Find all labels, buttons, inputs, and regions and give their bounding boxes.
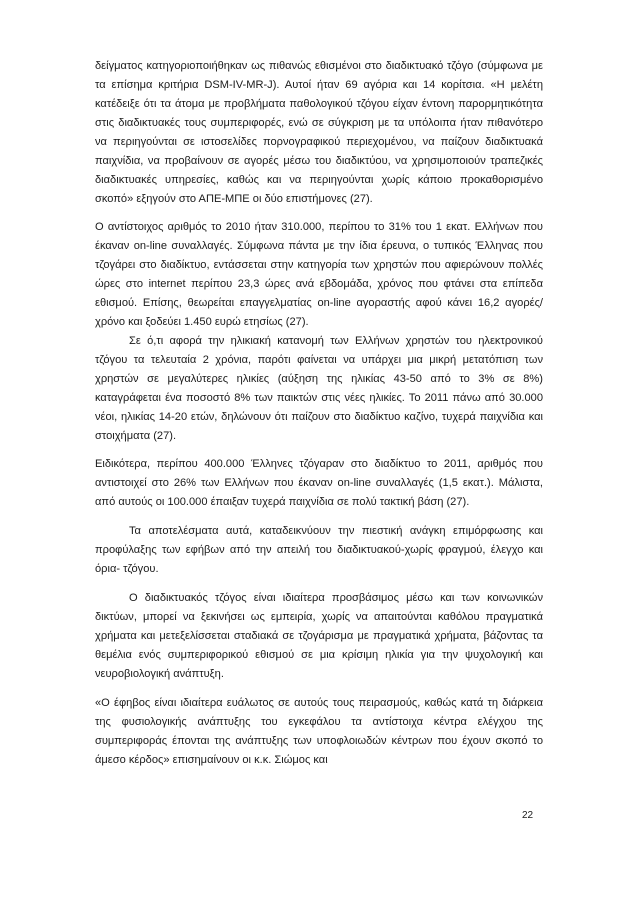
paragraph-4: Ειδικότερα, περίπου 400.000 Έλληνες τζόγαραν στο διαδίκτυο το 2011, αριθμός που αντιστοιχεί στο 26% των Ελλήνων που έκαναν on-line συναλλαγές (1,5 εκατ.). Μάλιστα, από αυτούς οι 100.000 έπαιξαν τυχερά παιχνίδια σε πολύ τακτική βάση (27). [95, 458, 543, 508]
paragraph-2: Ο αντίστοιχος αριθμός το 2010 ήταν 310.000, περίπου το 31% του 1 εκατ. Ελλήνων που έκαναν on-line συναλλαγές. Σύμφωνα πάντα με την ίδια έρευνα, ο τυπικός Έλληνας που τζογάρει στο διαδίκτυο, εντάσσεται στην κατηγορία των χρηστών που αφιερώνουν πολλές ώρες στο internet περίπου 23,3 ώρες ανά εβδομάδα, χρόνος που φτάνει στα επίπεδα εθισμού. Επίσης, θεωρείται επαγγελματίας on-line αγοραστής αφού κάνει 16,2 αγορές/χρόνο και ξοδεύει 1.450 ευρώ ετησίως (27). [95, 221, 543, 328]
paragraph-3: Σε ό,τι αφορά την ηλικιακή κατανομή των Ελλήνων χρηστών του ηλεκτρονικού τζόγου τα τελευταία 2 χρόνια, παρότι φαίνεται να υπάρχει μια μικρή μετατόπιση των χρηστών σε μεγαλύτερες ηλικίες (αύξηση της ηλικίας 43-50 από το 3% σε 8%) καταγράφεται ένα ποσοστό 8% των παικτών στις νέες ηλικίες. Το 2011 πάνω από 30.000 νέοι, ηλικίας 14-20 ετών, δηλώνουν ότι παίζουν στο διαδίκτυο καζίνο, τυχερά παιχνίδια και στοιχήματα (27). [95, 335, 543, 442]
page-number: 22 [522, 810, 534, 821]
paragraph-5: Τα αποτελέσματα αυτά, καταδεικνύουν την πιεστική ανάγκη επιμόρφωσης και προφύλαξης των εφήβων από την απειλή του διαδικτυακού-χωρίς φραγμού, έλεγχο και όρια- τζόγου. [95, 525, 543, 575]
paragraph-1: δείγματος κατηγοριοποιήθηκαν ως πιθανώς εθισμένοι στο διαδικτυακό τζόγο (σύμφωνα με τα επίσημα κριτήρια DSM-IV-MR-J). Αυτοί ήταν 69 αγόρια και 14 κορίτσια. «Η μελέτη κατέδειξε ότι τα άτομα με προβλήματα παθολογικού τζόγου είχαν έντονη παρορμητικότητα στις διαδικτυακές τους συμπεριφορές, ενώ σε σύγκριση με τα υπόλοιπα ήταν πιθανότερο να περιηγούνται σε ιστοσελίδες πορνογραφικού περιεχομένου, να παίζουν διαδικτυακά παιχνίδια, να προβαίνουν σε αγορές μέσω του διαδικτύου, να χρησιμοποιούν τραπεζικές διαδικτυακές υπηρεσίες, καθώς και να περιηγούνται χωρίς κάποιο προκαθορισμένο σκοπό» εξηγούν στο ΑΠΕ-ΜΠΕ οι δύο επιστήμονες (27). [95, 60, 543, 205]
paragraph-7: «Ο έφηβος είναι ιδιαίτερα ευάλωτος σε αυτούς τους πειρασμούς, καθώς κατά τη διάρκεια της φυσιολογικής ανάπτυξης του εγκεφάλου τα αντίστοιχα κέντρα ελέγχου της συμπεριφοράς έπονται της ανάπτυξης των υποφλοιωδών κέντρων που έχουν σκοπό το άμεσο κέρδος» επισημαίνουν οι κ.κ. Σιώμος και [95, 697, 543, 766]
body-text [95, 57, 543, 770]
paragraph-6: Ο διαδικτυακός τζόγος είναι ιδιαίτερα προσβάσιμος μέσω και των κοινωνικών δικτύων, μπορεί να ξεκινήσει ως εμπειρία, χωρίς να απαιτούνται καθόλου πραγματικά χρήματα και μετεξελίσσεται σταδιακά σε τζογάρισμα με πραγματικά χρήματα, βάζοντας τα θεμέλια ενός συμπεριφορικού εθισμού σε μια κρίσιμη ηλικία για την ψυχολογική και νευροβιολογική ανάπτυξη. [95, 592, 543, 680]
